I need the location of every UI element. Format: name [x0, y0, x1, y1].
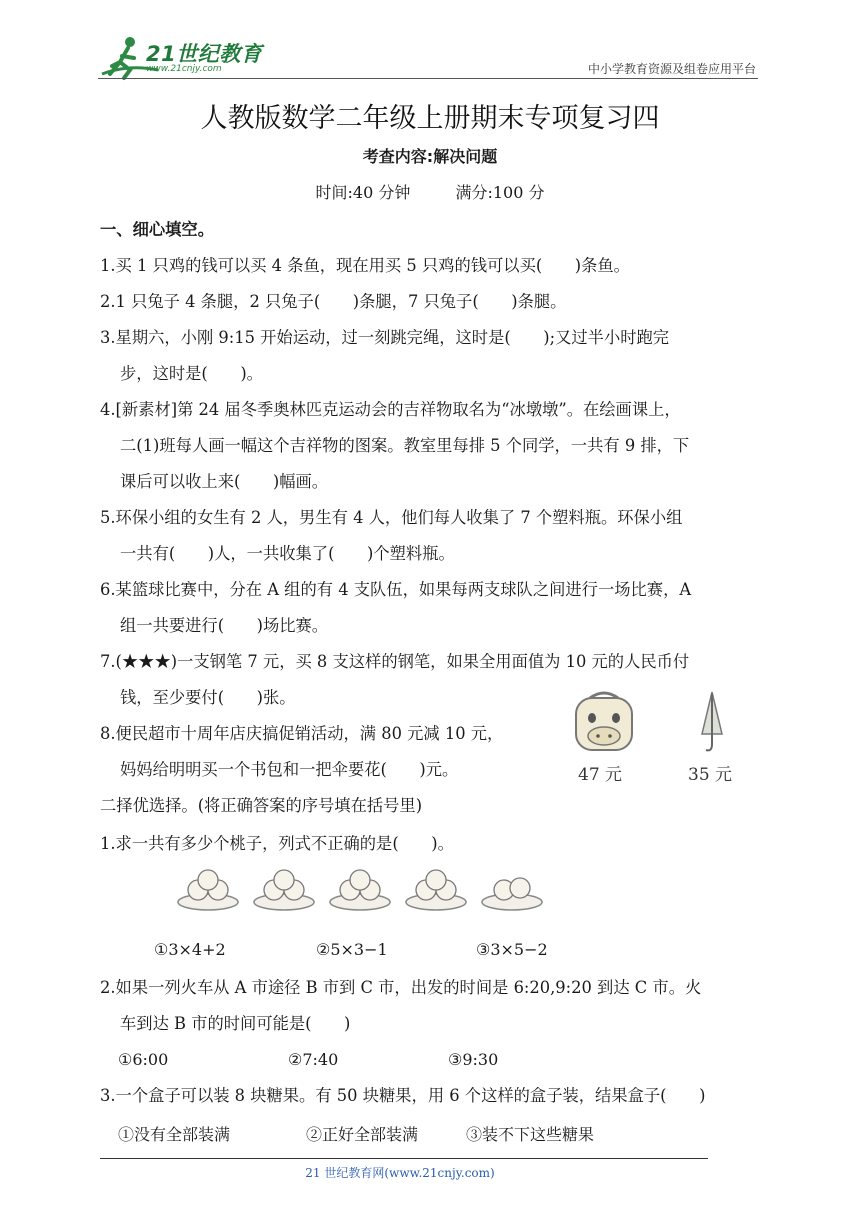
- peach-plate-icon: [254, 870, 314, 910]
- exam-time: 时间:40 分钟: [315, 183, 411, 202]
- section2-heading: 二择优选择。(将正确答案的序号填在括号里): [100, 796, 423, 815]
- question-line: 课后可以收上来( )幅画。: [120, 472, 329, 491]
- option-item: ②5×3−1: [316, 940, 388, 959]
- backpack-price: 47 元: [578, 765, 623, 785]
- question-line: 2.1 只兔子 4 条腿，2 只兔子( )条腿，7 只兔子( )条腿。: [100, 292, 567, 311]
- peach-plate-icon: [482, 878, 542, 910]
- option-item: ①没有全部装满: [118, 1125, 231, 1144]
- option-item: ③装不下这些糖果: [466, 1125, 595, 1144]
- header-divider: [98, 78, 758, 79]
- exam-score: 满分:100 分: [455, 183, 545, 202]
- umbrella-price: 35 元: [688, 765, 733, 785]
- question-line: 8.便民超市十周年店庆搞促销活动，满 80 元减 10 元，: [100, 724, 504, 743]
- page-subtitle: 考查内容:解决问题: [362, 147, 498, 166]
- question-line: 1.求一共有多少个桃子，列式不正确的是( )。: [100, 834, 454, 853]
- question-line: 2.如果一列火车从 A 市途径 B 市到 C 市，出发的时间是 6:20,9:20 到达 C 市。火: [100, 978, 702, 997]
- question-line: 妈妈给明明买一个书包和一把伞要花( )元。: [120, 760, 459, 779]
- exam-info: [0, 180, 860, 203]
- question-line: 一共有( )人，一共收集了( )个塑料瓶。: [120, 544, 455, 563]
- option-item: ①6:00: [118, 1050, 169, 1069]
- question-line: 7.(★★★)一支钢笔 7 元，买 8 支这样的钢笔，如果全用面值为 10 元的人民币付: [100, 652, 690, 671]
- platform-label: 中小学教育资源及组卷应用平台: [587, 62, 756, 76]
- question-line: 1.买 1 只鸡的钱可以买 4 条鱼，现在用买 5 只鸡的钱可以买( )条鱼。: [100, 256, 630, 275]
- peach-plate-icon: [330, 870, 390, 910]
- option-item: ③9:30: [448, 1050, 499, 1069]
- page-title: 人教版数学二年级上册期末专项复习四: [200, 103, 660, 134]
- backpack-icon: [568, 688, 640, 756]
- question-line: 步，这时是( )。: [120, 364, 263, 383]
- question-line: 二(1)班每人画一幅这个吉祥物的图案。教室里每排 5 个同学，一共有 9 排，下: [120, 436, 690, 455]
- logo-url: www.21cnjy.com: [146, 64, 222, 74]
- option-item: ③3×5−2: [476, 940, 548, 959]
- question-line: 钱，至少要付( )张。: [120, 688, 296, 707]
- question-line: 5.环保小组的女生有 2 人，男生有 4 人，他们每人收集了 7 个塑料瓶。环保小组: [100, 508, 683, 527]
- section1-heading: 一、细心填空。: [100, 220, 214, 239]
- footer-link[interactable]: 21 世纪教育网(www.21cnjy.com): [305, 1166, 495, 1180]
- question-line: 车到达 B 市的时间可能是( ): [120, 1014, 351, 1033]
- umbrella-icon: [692, 690, 732, 754]
- option-item: ②7:40: [288, 1050, 339, 1069]
- question-line: 4.[新素材]第 24 届冬季奥林匹克运动会的吉祥物取名为“冰墩墩”。在绘画课上，: [100, 400, 681, 419]
- question-line: 组一共要进行( )场比赛。: [120, 616, 329, 635]
- question-line: 6.某篮球比赛中，分在 A 组的有 4 支队伍，如果每两支球队之间进行一场比赛，A: [100, 580, 692, 599]
- logo-text: 21世纪教育: [146, 42, 263, 66]
- peach-plate-icon: [406, 870, 466, 910]
- peach-plates-illustration: [176, 862, 556, 918]
- peach-plate-icon: [178, 870, 238, 910]
- question-line: 3.一个盒子可以装 8 块糖果。有 50 块糖果，用 6 个这样的盒子装，结果盒子( ): [100, 1086, 706, 1105]
- option-item: ①3×4+2: [154, 940, 226, 959]
- option-item: ②正好全部装满: [306, 1125, 419, 1144]
- footer-divider: [100, 1158, 708, 1159]
- question-line: 3.星期六，小刚 9:15 开始运动，过一刻跳完绳，这时是( );又过半小时跑完: [100, 328, 670, 347]
